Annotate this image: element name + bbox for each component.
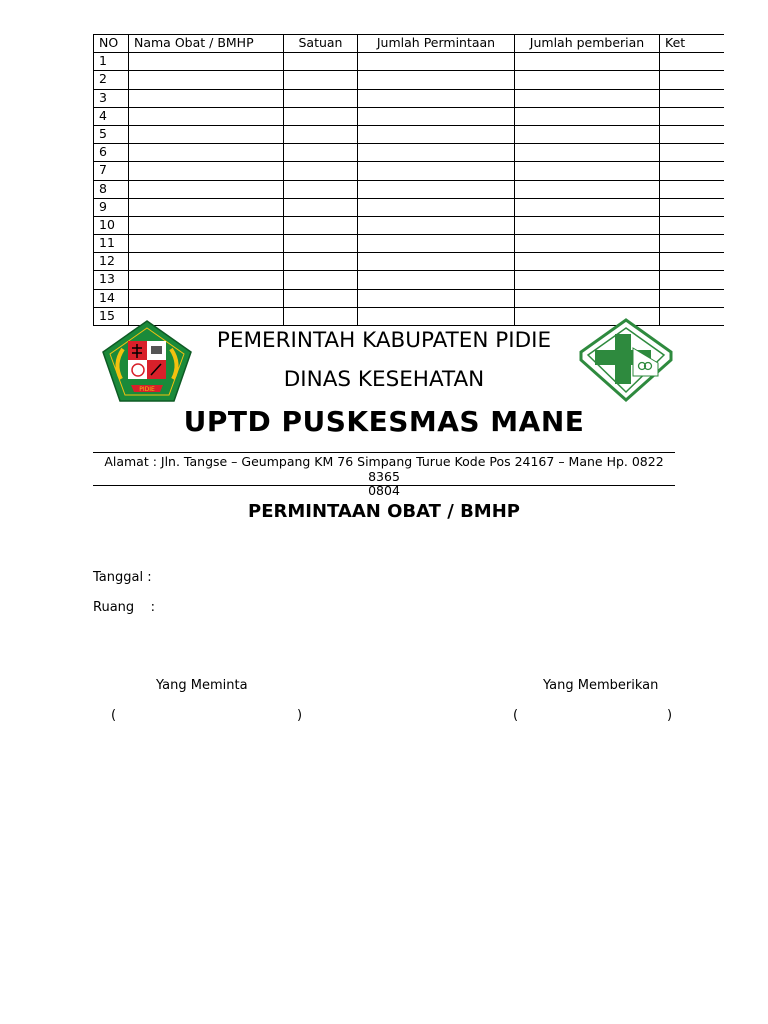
table-cell: [284, 162, 358, 180]
table-cell: [129, 71, 284, 89]
table-row: [94, 89, 725, 107]
table-row: [94, 162, 725, 180]
table-cell: [129, 271, 284, 289]
row-number: 13: [94, 271, 129, 289]
header-medicine-name: Nama Obat / BMHP: [129, 35, 284, 53]
giver-close-paren: ): [667, 708, 673, 723]
table-cell: [129, 125, 284, 143]
pidie-regency-emblem-icon: [101, 319, 193, 403]
requester-close-paren: ): [297, 708, 303, 723]
row-number: 3: [94, 89, 129, 107]
row-number: 6: [94, 144, 129, 162]
table-cell: [515, 89, 660, 107]
table-row: [94, 125, 725, 143]
organization-name: UPTD PUSKESMAS MANE: [183, 405, 585, 438]
table-cell: [284, 253, 358, 271]
table-cell: [660, 53, 725, 71]
table-cell: [284, 71, 358, 89]
medicine-request-table: [93, 34, 724, 326]
table-cell: [515, 144, 660, 162]
table-cell: [660, 71, 725, 89]
table-cell: [358, 107, 515, 125]
table-cell: [660, 253, 725, 271]
address-line-2: 0804: [368, 483, 400, 498]
table-cell: [358, 162, 515, 180]
table-cell: [358, 180, 515, 198]
department-name: DINAS KESEHATAN: [283, 367, 485, 392]
table-cell: [284, 89, 358, 107]
table-cell: [358, 307, 515, 325]
table-row: [94, 71, 725, 89]
date-label: Tanggal :: [93, 570, 152, 585]
room-label: Ruang :: [93, 600, 156, 615]
table-header-row: [94, 35, 725, 53]
giver-open-paren: (: [513, 708, 519, 723]
table-cell: [515, 235, 660, 253]
table-cell: [515, 53, 660, 71]
table-cell: [129, 180, 284, 198]
address-line-1: Alamat : Jln. Tangse – Geumpang KM 76 Simpang Turue Kode Pos 24167 – Mane Hp. 0822 8365: [104, 454, 664, 484]
table-cell: [515, 107, 660, 125]
table-cell: [358, 271, 515, 289]
table-cell: [284, 235, 358, 253]
medicine-request-table-wrap: [93, 34, 724, 330]
table-cell: [660, 271, 725, 289]
table-row: [94, 180, 725, 198]
row-number: 10: [94, 216, 129, 234]
table-cell: [660, 289, 725, 307]
table-cell: [515, 271, 660, 289]
table-cell: [358, 89, 515, 107]
table-cell: [358, 144, 515, 162]
row-number: 11: [94, 235, 129, 253]
table-cell: [129, 216, 284, 234]
table-row: [94, 53, 725, 71]
table-cell: [660, 107, 725, 125]
table-cell: [284, 307, 358, 325]
table-cell: [129, 235, 284, 253]
table-row: [94, 144, 725, 162]
table-cell: [129, 89, 284, 107]
table-cell: [358, 235, 515, 253]
table-cell: [129, 162, 284, 180]
document-title: PERMINTAAN OBAT / BMHP: [248, 501, 520, 522]
header-divider-top: [93, 452, 675, 453]
table-cell: [284, 180, 358, 198]
table-cell: [129, 144, 284, 162]
header-given-amount: Jumlah pemberian: [515, 35, 660, 53]
row-number: 12: [94, 253, 129, 271]
table-cell: [515, 253, 660, 271]
table-row: [94, 235, 725, 253]
address: [100, 455, 668, 499]
table-cell: [284, 198, 358, 216]
giver-label: Yang Memberikan: [543, 678, 659, 693]
table-row: [94, 216, 725, 234]
table-cell: [358, 125, 515, 143]
row-number: 14: [94, 289, 129, 307]
table-cell: [660, 125, 725, 143]
table-cell: [515, 125, 660, 143]
government-name: PEMERINTAH KABUPATEN PIDIE: [193, 327, 575, 355]
header-unit: Satuan: [284, 35, 358, 53]
row-number: 15: [94, 307, 129, 325]
table-cell: [515, 71, 660, 89]
table-cell: [358, 253, 515, 271]
table-cell: [284, 107, 358, 125]
table-cell: [660, 198, 725, 216]
table-row: [94, 289, 725, 307]
header-notes: Ket: [660, 35, 725, 53]
row-number: 5: [94, 125, 129, 143]
table-cell: [515, 216, 660, 234]
table-cell: [284, 125, 358, 143]
table-cell: [358, 53, 515, 71]
table-cell: [129, 198, 284, 216]
table-cell: [660, 162, 725, 180]
requester-label: Yang Meminta: [156, 678, 248, 693]
table-cell: [129, 253, 284, 271]
table-cell: [660, 216, 725, 234]
header-divider-bottom: [93, 485, 675, 486]
table-cell: [515, 162, 660, 180]
row-number: 9: [94, 198, 129, 216]
row-number: 2: [94, 71, 129, 89]
table-cell: [660, 235, 725, 253]
table-cell: [515, 198, 660, 216]
table-cell: [284, 216, 358, 234]
table-cell: [358, 198, 515, 216]
table-body: [94, 53, 725, 326]
table-cell: [358, 289, 515, 307]
table-cell: [660, 180, 725, 198]
row-number: 1: [94, 53, 129, 71]
row-number: 4: [94, 107, 129, 125]
table-row: [94, 107, 725, 125]
row-number: 7: [94, 162, 129, 180]
table-cell: [284, 144, 358, 162]
table-cell: [129, 53, 284, 71]
table-cell: [515, 289, 660, 307]
table-cell: [284, 53, 358, 71]
table-row: [94, 271, 725, 289]
table-row: [94, 198, 725, 216]
table-cell: [515, 180, 660, 198]
header-requested-amount: Jumlah Permintaan: [358, 35, 515, 53]
row-number: 8: [94, 180, 129, 198]
table-cell: [660, 144, 725, 162]
table-cell: [129, 107, 284, 125]
table-cell: [660, 89, 725, 107]
svg-text:PIDIE: PIDIE: [139, 386, 155, 393]
table-row: [94, 253, 725, 271]
requester-open-paren: (: [111, 708, 117, 723]
header-no: NO: [94, 35, 129, 53]
table-cell: [358, 71, 515, 89]
table-cell: [284, 271, 358, 289]
puskesmas-cross-house-icon: [578, 318, 674, 402]
table-cell: [358, 216, 515, 234]
table-cell: [284, 289, 358, 307]
table-cell: [129, 289, 284, 307]
